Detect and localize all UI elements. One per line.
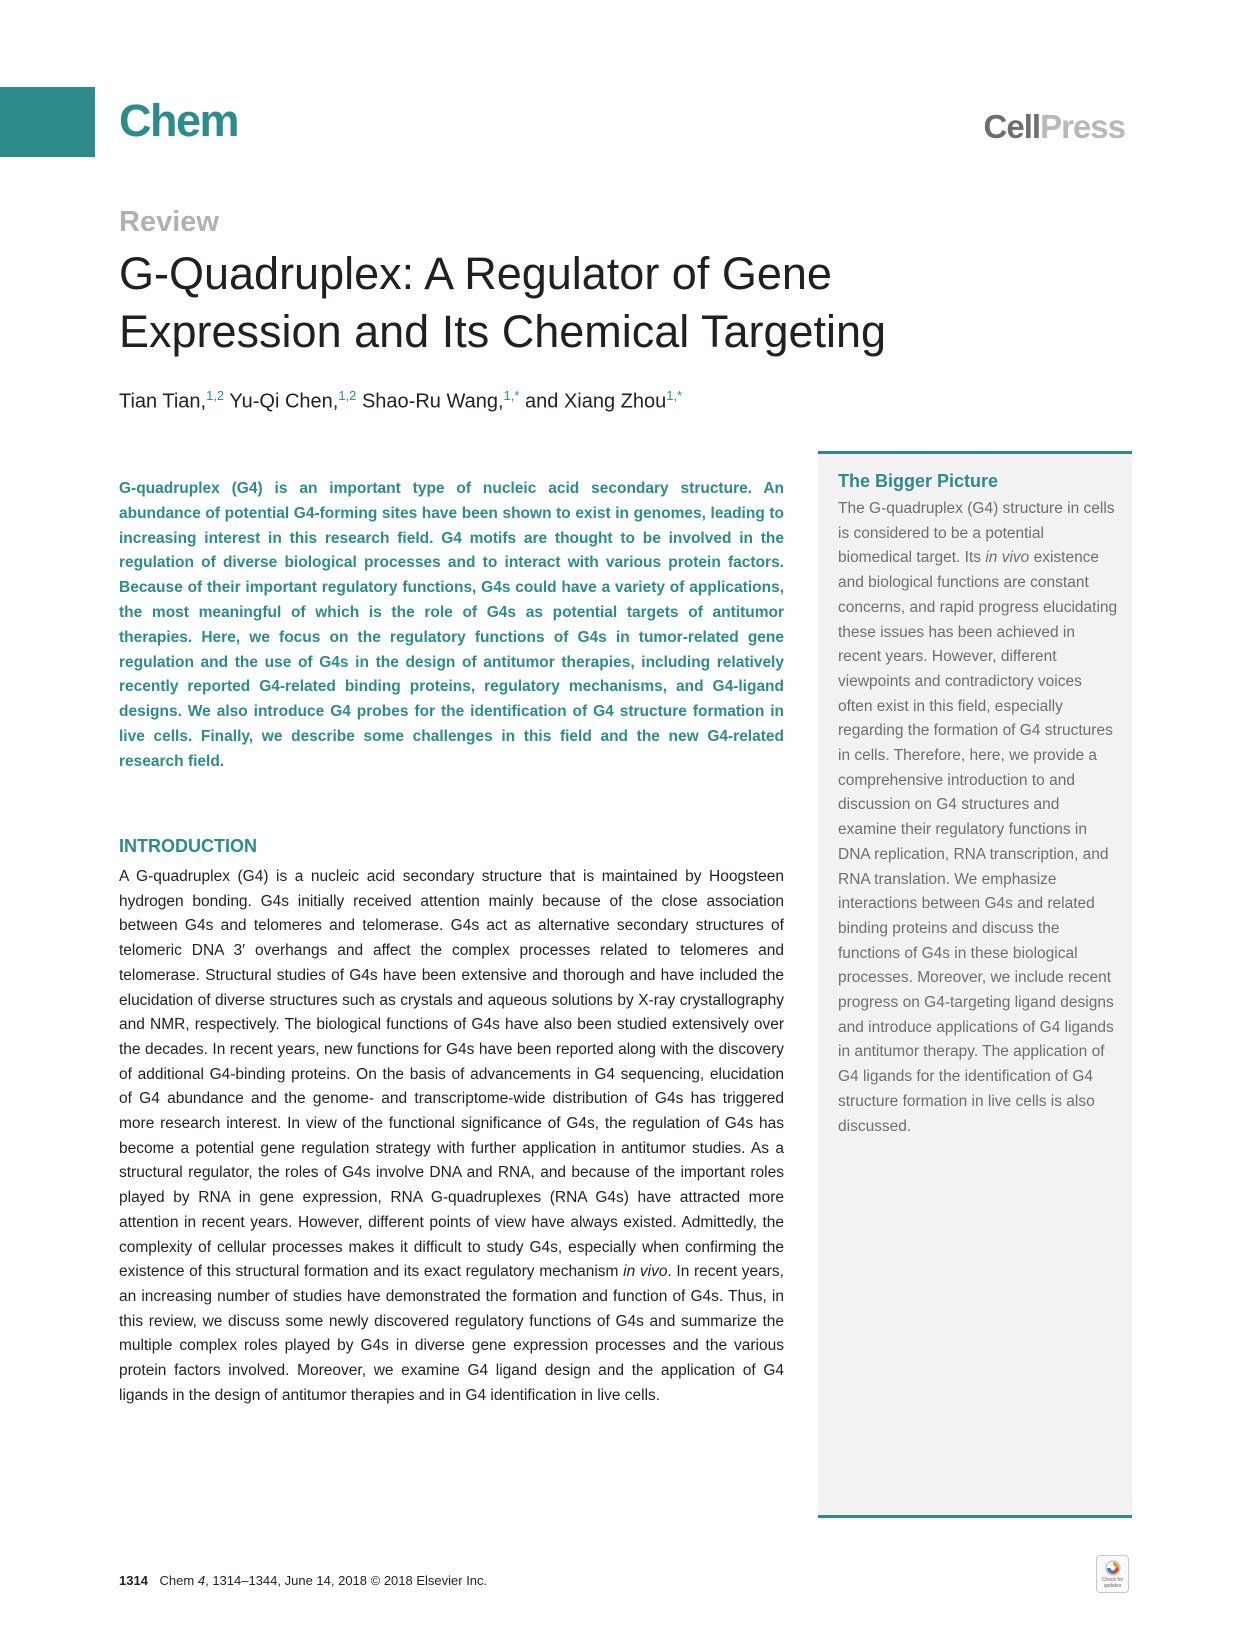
introduction-body bbox=[119, 865, 784, 1408]
author-name[interactable]: Shao-Ru Wang, bbox=[361, 390, 504, 413]
author-affiliation[interactable]: 1,2 bbox=[206, 388, 225, 403]
badge-line1: Check for bbox=[1101, 1576, 1124, 1583]
article-title: G-Quadruplex: A Regulator of Gene Expression and Its Chemical Targeting bbox=[119, 248, 887, 357]
bigger-picture-text-part2: existence and biological functions are constant concerns, and rapid progress elucidating these issues has been achieved in recent years. However, different viewpoints and contradictory voices often exist in this field, especially regarding the formation of G4 structures in cells. Therefore, here, we provide a comprehensive introduction to and discussion on G4 structures and examine their regulatory functions in DNA replication, RNA transcription, and RNA translation. We emphasize interactions between G4s and related binding proteins and discuss the functions of G4s in these biological processes. Moreover, we include recent progress on G4-targeting ligand designs and introduce applications of G4 ligands in antitumor therapy. The application of G4 ligands for the identification of G4 structure formation in live cells is also discussed. bbox=[838, 549, 1118, 1135]
introduction-italic: in vivo bbox=[623, 1263, 668, 1281]
author-affiliation[interactable]: 1,* bbox=[666, 388, 683, 403]
author-name[interactable]: Yu-Qi Chen, bbox=[229, 390, 339, 413]
bigger-picture-italic: in vivo bbox=[985, 549, 1030, 567]
bigger-picture-body bbox=[838, 497, 1118, 1139]
journal-color-block bbox=[0, 87, 95, 157]
page-number: 1314 bbox=[119, 1573, 148, 1588]
author-name[interactable]: Tian Tian, bbox=[119, 390, 207, 413]
author-name[interactable]: Xiang Zhou bbox=[563, 390, 667, 413]
author-conjunction: and bbox=[525, 390, 559, 413]
author-affiliation[interactable]: 1,2 bbox=[338, 388, 357, 403]
check-for-updates-badge[interactable] bbox=[1096, 1555, 1129, 1593]
publisher-logo-press: Press bbox=[1040, 108, 1125, 145]
article-type: Review bbox=[119, 206, 219, 238]
footer-volume: 4 bbox=[197, 1573, 206, 1588]
bigger-picture-box bbox=[818, 451, 1132, 1518]
publisher-logo-cell: Cell bbox=[983, 108, 1041, 145]
badge-line2: updates bbox=[1103, 1582, 1122, 1589]
footer-journal: Chem bbox=[159, 1573, 195, 1588]
publisher-logo bbox=[984, 108, 1125, 146]
journal-logo: Chem bbox=[119, 95, 239, 146]
check-updates-icon bbox=[1105, 1560, 1121, 1576]
bigger-picture-text-part1: The G-quadruplex (G4) structure in cells is considered to be a potential biomedical target. Its bbox=[838, 500, 1115, 567]
badge-label bbox=[1102, 1577, 1123, 1589]
bigger-picture-title: The Bigger Picture bbox=[838, 471, 999, 491]
author-list bbox=[119, 388, 682, 414]
section-heading-introduction: INTRODUCTION bbox=[119, 836, 257, 856]
introduction-text-part1: A G-quadruplex (G4) is a nucleic acid secondary structure that is maintained by Hoogsteen hydrogen bonding. G4s initially received attention mainly because of the close association between G4s and telomeres and telomerase. G4s act as alternative secondary structures of telomeric DNA 3′ overhangs and affect the complex processes related to telomeres and telomerase. Structural studies of G4s have been extensive and thorough and have included the elucidation of diverse structures such as crystals and aqueous solutions by X-ray crystallography and NMR, respectively. The biological functions of G4s have also been studied extensively over the decades. In recent years, new functions for G4s have been reported along with the discovery of additional G4-binding proteins. On the basis of advancements in G4 sequencing, elucidation of G4 abundance and the genome- and transcriptome-wide distribution of G4s has triggered more research interest. In view of the functional significance of G4s, the regulation of G4s has become a potential gene regulation strategy with further application in antitumor studies. As a structural regulator, the roles of G4s involve DNA and RNA, and because of the important roles played by RNA in gene expression, RNA G-quadruplexes (RNA G4s) have attracted more attention in recent years. However, different points of view have always existed. Admittedly, the complexity of cellular processes makes it difficult to study G4s, especially when confirming the existence of this structural formation and its exact regulatory mechanism bbox=[119, 868, 784, 1281]
abstract: G-quadruplex (G4) is an important type of nucleic acid secondary structure. An abundance of potential G4-forming sites have been shown to exist in genomes, leading to increasing interest in this research field. G4 motifs are thought to be involved in the regulation of diverse biological processes and to interact with various protein factors. Because of their important regulatory functions, G4s could have a variety of applications, the most meaningful of which is the role of G4s as potential targets of antitumor therapies. Here, we focus on the regulatory functions of G4s in tumor-related gene regulation and the use of G4s in the design of antitumor therapies, including relatively recently reported G4-related binding proteins, regulatory mechanisms, and G4-ligand designs. We also introduce G4 probes for the identification of G4 structure formation in live cells. Finally, we describe some challenges in this field and the new G4-related research field. bbox=[119, 480, 784, 770]
introduction-text-part2: . In recent years, an increasing number of studies have demonstrated the formation and function of G4s. Thus, in this review, we discuss some newly discovered regulatory functions of G4s and summarize the multiple complex roles played by G4s in diverse gene expression processes and the various protein factors involved. Moreover, we examine G4 ligand design and the application of G4 ligands in the design of antitumor therapies and in G4 identification in live cells. bbox=[119, 1263, 784, 1404]
page-footer bbox=[119, 1573, 487, 1588]
footer-citation: , 1314–1344, June 14, 2018 © 2018 Elsevier Inc. bbox=[205, 1573, 488, 1588]
author-affiliation[interactable]: 1,* bbox=[503, 388, 520, 403]
